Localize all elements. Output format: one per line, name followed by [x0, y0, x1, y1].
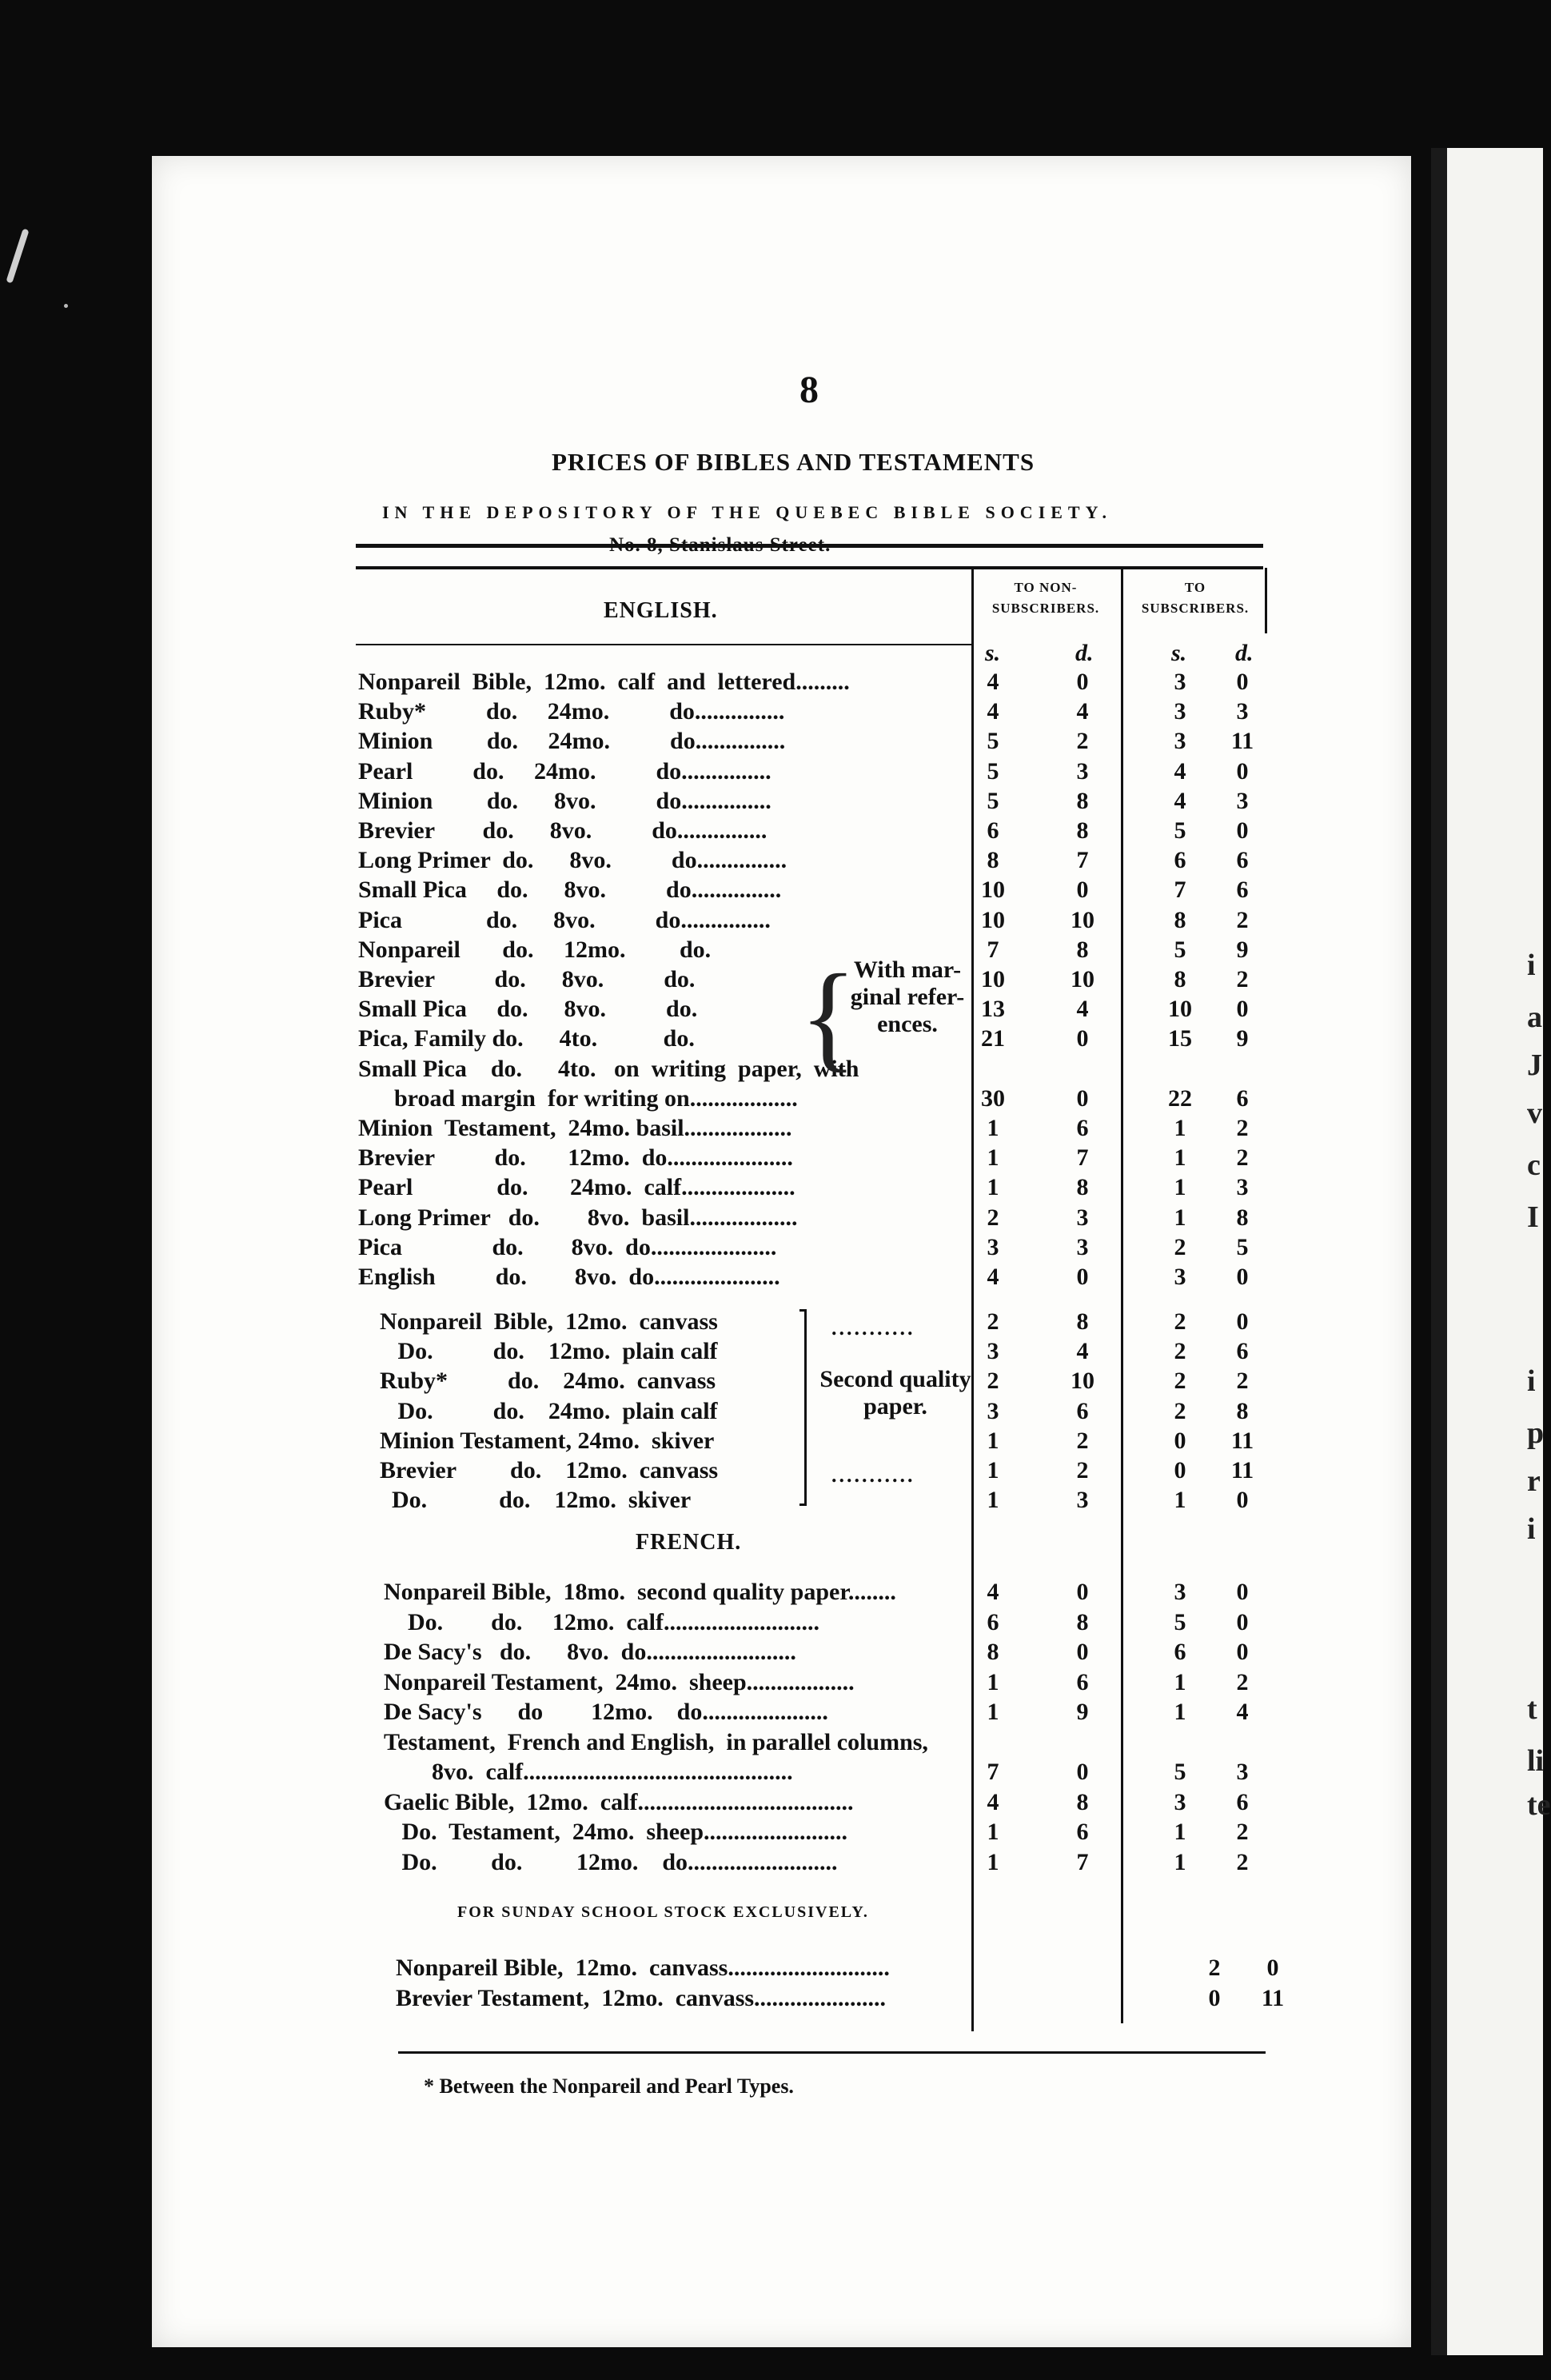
- table-row: [358, 847, 1271, 877]
- non-subscriber-shillings: 1: [987, 1487, 999, 1514]
- non-subscriber-shillings: 4: [987, 669, 999, 695]
- subscriber-shillings: 1: [1174, 1668, 1186, 1695]
- marginal-brace: {: [799, 950, 857, 1083]
- subscriber-pence: 6: [1236, 1338, 1249, 1365]
- non-subscriber-pence: 8: [1076, 817, 1089, 844]
- subscriber-shillings: 0: [1208, 1985, 1221, 2011]
- item-description: Do. do. 12mo. plain calf: [380, 1338, 718, 1365]
- non-subscriber-pence: 0: [1076, 877, 1089, 904]
- item-description: Pica do. 8vo. do.....................: [358, 1233, 777, 1260]
- non-subscriber-pence: 8: [1076, 1174, 1089, 1201]
- s-shillings-header: s.: [1171, 640, 1187, 666]
- table-row: [358, 728, 1271, 757]
- table-row: [384, 1639, 1271, 1668]
- item-description: Nonpareil Bible, 12mo. calf and lettered.........: [358, 669, 850, 695]
- subscriber-shillings: 1: [1174, 1487, 1186, 1514]
- subscriber-pence: 3: [1236, 1174, 1249, 1201]
- table-row: [384, 1669, 1271, 1699]
- subscriber-pence: 9: [1236, 1025, 1249, 1052]
- subscriber-pence: 6: [1236, 1084, 1249, 1112]
- subscriber-shillings: 1: [1174, 1115, 1186, 1141]
- table-row: [358, 907, 1271, 936]
- second-quality-bracket: [799, 1309, 807, 1506]
- subscriber-pence: 2: [1236, 966, 1249, 992]
- subscriber-shillings: 6: [1174, 847, 1186, 874]
- adjacent-text-fragment: te: [1527, 1788, 1551, 1822]
- item-description: Small Pica do. 8vo. do.: [358, 996, 698, 1023]
- non-subscriber-shillings: 4: [987, 1579, 999, 1605]
- non-subscriber-shillings: 8: [987, 847, 999, 874]
- marginal-reference-note: With mar- ginal refer- ences.: [850, 956, 965, 1037]
- adjacent-text-fragment: J: [1527, 1048, 1542, 1082]
- subscriber-shillings: 15: [1168, 1025, 1192, 1052]
- scratch-mark: [6, 228, 29, 283]
- table-row: [358, 788, 1271, 817]
- table-row: [358, 1174, 1271, 1204]
- non-subscriber-shillings: 3: [987, 1233, 999, 1260]
- page-number: 8: [799, 369, 819, 411]
- column-header-rule: [356, 644, 971, 645]
- subscriber-pence: 0: [1266, 1955, 1279, 1981]
- non-subscriber-pence: 0: [1076, 669, 1089, 695]
- non-subscriber-pence: 2: [1076, 1427, 1089, 1454]
- footnote-rule: [398, 2051, 1266, 2054]
- item-description: Testament, French and English, in parallel columns,: [384, 1728, 928, 1755]
- header-rule-thick: [356, 566, 1263, 569]
- subscriber-pence: 3: [1236, 698, 1249, 725]
- non-subscriber-shillings: 1: [987, 1457, 999, 1484]
- table-row: [358, 1204, 1271, 1234]
- subscriber-shillings: 5: [1174, 817, 1186, 844]
- non-subscriber-shillings: 5: [987, 757, 999, 785]
- adjacent-text-fragment: a: [1527, 1000, 1542, 1034]
- subscriber-pence: 2: [1236, 1144, 1249, 1172]
- s-pence-header: d.: [1235, 640, 1254, 666]
- non-subscriber-shillings: 6: [987, 1608, 999, 1635]
- subscriber-shillings: 3: [1174, 728, 1186, 755]
- subscriber-pence: 0: [1236, 1608, 1249, 1635]
- subscriber-pence: 2: [1236, 1848, 1249, 1875]
- page-title: PRICES OF BIBLES AND TESTAMENTS: [552, 448, 1035, 476]
- non-subscriber-shillings: 5: [987, 787, 999, 814]
- subscriber-shillings: 5: [1174, 936, 1186, 963]
- subscriber-shillings: 7: [1174, 877, 1186, 904]
- subscriber-shillings: 2: [1174, 1397, 1186, 1424]
- item-description: Pica do. 8vo. do...............: [358, 906, 771, 933]
- item-description: Small Pica do. 4to. on writing paper, with: [358, 1055, 859, 1082]
- table-row: [384, 1699, 1271, 1728]
- table-row: [396, 1985, 1285, 2015]
- table-row: [384, 1849, 1271, 1879]
- item-description: Minion do. 8vo. do...............: [358, 787, 772, 814]
- non-subscriber-pence: 3: [1076, 757, 1089, 785]
- non-subscriber-pence: 0: [1076, 1084, 1089, 1112]
- non-subscriber-pence: 6: [1076, 1668, 1089, 1695]
- subscriber-pence: 2: [1236, 1115, 1249, 1141]
- item-description: Ruby* do. 24mo. do...............: [358, 698, 785, 725]
- subscriber-shillings: 3: [1174, 698, 1186, 725]
- non-subscriber-shillings: 4: [987, 1788, 999, 1815]
- subscriber-pence: 6: [1236, 877, 1249, 904]
- non-subscriber-pence: 6: [1076, 1397, 1089, 1424]
- table-row: [384, 1729, 1271, 1759]
- subscriber-shillings: 4: [1174, 757, 1186, 785]
- table-row: [358, 877, 1271, 906]
- non-subscriber-pence: 0: [1076, 1025, 1089, 1052]
- second-quality-note: Second quality paper.: [819, 1366, 971, 1420]
- subscriber-pence: 8: [1236, 1204, 1249, 1231]
- subscriber-pence: 0: [1236, 1308, 1249, 1335]
- subscriber-pence: 0: [1236, 1639, 1249, 1665]
- subscriber-shillings: 0: [1174, 1427, 1186, 1454]
- non-subscriber-shillings: 1: [987, 1174, 999, 1201]
- item-description: Nonpareil Bible, 12mo. canvass: [380, 1308, 718, 1335]
- subscriber-shillings: 1: [1174, 1144, 1186, 1172]
- table-row: [358, 758, 1271, 788]
- adjacent-text-fragment: v: [1527, 1096, 1542, 1130]
- table-row: [380, 1487, 1271, 1516]
- non-subscriber-shillings: 10: [981, 877, 1005, 904]
- item-description: Nonpareil Testament, 24mo. sheep..................: [384, 1668, 855, 1695]
- item-description: 8vo. calf.............................................: [384, 1759, 793, 1785]
- subscriber-shillings: 2: [1174, 1338, 1186, 1365]
- non-subscriber-shillings: 3: [987, 1338, 999, 1365]
- table-row: [358, 817, 1271, 847]
- page-subtitle: IN THE DEPOSITORY OF THE QUEBEC BIBLE SOCIETY.: [382, 502, 1112, 522]
- non-subscriber-pence: 8: [1076, 787, 1089, 814]
- non-subscriber-pence: 3: [1076, 1233, 1089, 1260]
- item-description: Do. Testament, 24mo. sheep........................: [384, 1819, 848, 1845]
- english-heading: ENGLISH.: [604, 598, 718, 623]
- subscriber-shillings: 2: [1174, 1308, 1186, 1335]
- subscriber-pence: 0: [1236, 757, 1249, 785]
- table-row: [358, 698, 1271, 728]
- item-description: Long Primer do. 8vo. basil..................: [358, 1204, 798, 1231]
- non-subscriber-shillings: 4: [987, 698, 999, 725]
- subscriber-pence: 0: [1236, 1487, 1249, 1514]
- non-subscriber-shillings: 2: [987, 1368, 999, 1395]
- table-row: [380, 1338, 1271, 1368]
- subscriber-shillings: 5: [1174, 1608, 1186, 1635]
- table-row: [358, 669, 1271, 698]
- subscriber-pence: 0: [1236, 996, 1249, 1023]
- non-subscriber-pence: 6: [1076, 1115, 1089, 1141]
- non-subscriber-shillings: 21: [981, 1025, 1005, 1052]
- subscriber-pence: 11: [1230, 1427, 1254, 1454]
- item-description: Brevier do. 8vo. do...............: [358, 817, 768, 844]
- table-row: [380, 1428, 1271, 1457]
- header-rule: [356, 544, 1263, 548]
- adjacent-text-fragment: I: [1527, 1200, 1539, 1234]
- non-subscriber-pence: 8: [1076, 1608, 1089, 1635]
- ns-shillings-header: s.: [985, 640, 1001, 666]
- non-subscriber-pence: 7: [1076, 847, 1089, 874]
- subscriber-shillings: 22: [1168, 1084, 1192, 1112]
- subscriber-pence: 3: [1236, 787, 1249, 814]
- non-subscriber-shillings: 13: [981, 996, 1005, 1023]
- subscriber-shillings: 8: [1174, 906, 1186, 933]
- subscriber-shillings: 3: [1174, 669, 1186, 695]
- subscriber-shillings: 0: [1174, 1457, 1186, 1484]
- table-row: [384, 1759, 1271, 1788]
- subscriber-shillings: 6: [1174, 1639, 1186, 1665]
- item-description: Pearl do. 24mo. calf...................: [358, 1174, 795, 1201]
- non-subscriber-shillings: 10: [981, 966, 1005, 992]
- item-description: Brevier Testament, 12mo. canvass......................: [396, 1985, 887, 2011]
- non-subscriber-pence: 10: [1071, 906, 1094, 933]
- non-subscriber-shillings: 6: [987, 817, 999, 844]
- subscriber-pence: 2: [1236, 1668, 1249, 1695]
- table-row: [384, 1789, 1271, 1819]
- item-description: Minion do. 24mo. do...............: [358, 728, 786, 755]
- non-subscriber-pence: 7: [1076, 1144, 1089, 1172]
- subscriber-pence: 0: [1236, 1579, 1249, 1605]
- non-subscriber-shillings: 1: [987, 1427, 999, 1454]
- item-description: Long Primer do. 8vo. do...............: [358, 847, 787, 874]
- non-subscriber-shillings: 1: [987, 1848, 999, 1875]
- adjacent-text-fragment: p: [1527, 1416, 1545, 1450]
- subscriber-pence: 4: [1236, 1699, 1249, 1725]
- non-subscriber-shillings: 3: [987, 1397, 999, 1424]
- table-row: [384, 1819, 1271, 1848]
- subscriber-shillings: 1: [1174, 1819, 1186, 1845]
- subscriber-shillings: 2: [1174, 1233, 1186, 1260]
- subscriber-pence: 3: [1236, 1759, 1249, 1785]
- subscriber-pence: 8: [1236, 1397, 1249, 1424]
- table-row: [384, 1609, 1271, 1639]
- subscriber-pence: 9: [1236, 936, 1249, 963]
- item-description: Small Pica do. 8vo. do...............: [358, 877, 782, 904]
- non-subscriber-shillings: 1: [987, 1668, 999, 1695]
- adjacent-text-fragment: li: [1527, 1744, 1545, 1778]
- non-subscriber-shillings: 2: [987, 1308, 999, 1335]
- subscriber-shillings: 2: [1208, 1955, 1221, 1981]
- non-subscriber-pence: 8: [1076, 1308, 1089, 1335]
- non-subscriber-pence: 10: [1071, 1368, 1094, 1395]
- subscriber-pence: 5: [1236, 1233, 1249, 1260]
- table-row: [358, 1234, 1271, 1264]
- adjacent-text-fragment: t: [1527, 1692, 1537, 1726]
- subscriber-shillings: 3: [1174, 1264, 1186, 1290]
- subscriber-shillings: 10: [1168, 996, 1192, 1023]
- table-row: [358, 1085, 1271, 1115]
- subscriber-pence: 11: [1261, 1985, 1285, 2011]
- item-description: English do. 8vo. do.....................: [358, 1264, 780, 1290]
- subscriber-shillings: 3: [1174, 1788, 1186, 1815]
- table-row: [358, 1264, 1271, 1293]
- item-description: Brevier do. 12mo. canvass: [380, 1457, 719, 1484]
- non-subscriber-pence: 10: [1071, 966, 1094, 992]
- item-description: Pica, Family do. 4to. do.: [358, 1025, 695, 1052]
- non-subscriber-shillings: 7: [987, 1759, 999, 1785]
- subscriber-shillings: 5: [1174, 1759, 1186, 1785]
- non-subscriber-pence: 3: [1076, 1487, 1089, 1514]
- non-subscriber-shillings: 5: [987, 728, 999, 755]
- subscriber-pence: 0: [1236, 1264, 1249, 1290]
- item-description: De Sacy's do. 8vo. do.........................: [384, 1639, 796, 1665]
- non-subscriber-shillings: 10: [981, 906, 1005, 933]
- column-divider-3: [1265, 568, 1267, 633]
- non-subscriber-shillings: 1: [987, 1699, 999, 1725]
- item-description: Do. do. 24mo. plain calf: [380, 1397, 718, 1424]
- item-description: Nonpareil Bible, 12mo. canvass...........................: [396, 1955, 890, 1981]
- non-subscriber-pence: 6: [1076, 1819, 1089, 1845]
- subscriber-pence: 2: [1236, 1368, 1249, 1395]
- subscriber-shillings: 8: [1174, 966, 1186, 992]
- non-subscriber-pence: 0: [1076, 1579, 1089, 1605]
- item-description: Brevier do. 12mo. do.....................: [358, 1144, 793, 1172]
- non-subscriber-pence: 4: [1076, 1338, 1089, 1365]
- subscriber-pence: 11: [1230, 728, 1254, 755]
- adjacent-page: [1431, 148, 1543, 2355]
- non-subscriber-pence: 9: [1076, 1699, 1089, 1725]
- table-row: [380, 1457, 1271, 1487]
- subscribers-header: TO SUBSCRIBERS.: [1141, 580, 1250, 616]
- subscriber-shillings: 1: [1174, 1174, 1186, 1201]
- subscriber-pence: 2: [1236, 1819, 1249, 1845]
- second-quality-dots-top: ...........: [831, 1316, 915, 1340]
- non-subscriber-pence: 7: [1076, 1848, 1089, 1875]
- table-row: [358, 1144, 1271, 1174]
- non-subscriber-pence: 0: [1076, 1759, 1089, 1785]
- table-row: [384, 1579, 1271, 1608]
- item-description: broad margin for writing on..................: [358, 1084, 798, 1112]
- ns-pence-header: d.: [1075, 640, 1094, 666]
- item-description: Minion Testament, 24mo. basil..................: [358, 1115, 792, 1141]
- subscriber-pence: 0: [1236, 669, 1249, 695]
- item-description: De Sacy's do 12mo. do.....................: [384, 1699, 828, 1725]
- subscriber-shillings: 3: [1174, 1579, 1186, 1605]
- non-subscriber-pence: 3: [1076, 1204, 1089, 1231]
- non-subscriber-shillings: 7: [987, 936, 999, 963]
- non-subscriber-pence: 2: [1076, 1457, 1089, 1484]
- second-quality-dots-bottom: ...........: [831, 1464, 915, 1487]
- subscriber-shillings: 1: [1174, 1204, 1186, 1231]
- adjacent-text-fragment: r: [1527, 1464, 1541, 1498]
- non-subscriber-shillings: 1: [987, 1115, 999, 1141]
- non-subscriber-shillings: 4: [987, 1264, 999, 1290]
- subscriber-shillings: 4: [1174, 787, 1186, 814]
- item-description: Ruby* do. 24mo. canvass: [380, 1368, 716, 1395]
- item-description: Do. do. 12mo. skiver: [380, 1487, 692, 1514]
- non-subscriber-shillings: 1: [987, 1144, 999, 1172]
- sunday-school-heading: FOR SUNDAY SCHOOL STOCK EXCLUSIVELY.: [457, 1903, 869, 1921]
- subscriber-pence: 6: [1236, 847, 1249, 874]
- non-subscriber-pence: 2: [1076, 728, 1089, 755]
- non-subscriber-shillings: 2: [987, 1204, 999, 1231]
- item-description: Do. do. 12mo. do.........................: [384, 1848, 838, 1875]
- table-row: [380, 1308, 1271, 1338]
- non-subscriber-shillings: 8: [987, 1639, 999, 1665]
- non-subscriber-pence: 0: [1076, 1264, 1089, 1290]
- footnote: * Between the Nonpareil and Pearl Types.: [424, 2075, 794, 2098]
- item-description: Nonpareil do. 12mo. do.: [358, 936, 712, 963]
- item-description: Minion Testament, 24mo. skiver: [380, 1427, 715, 1454]
- non-subscriber-shillings: 30: [981, 1084, 1005, 1112]
- item-description: Do. do. 12mo. calf..........................: [384, 1608, 819, 1635]
- subscriber-pence: 11: [1230, 1457, 1254, 1484]
- adjacent-text-fragment: i: [1527, 1512, 1536, 1546]
- item-description: Brevier do. 8vo. do.: [358, 966, 696, 992]
- speck: [64, 304, 68, 308]
- table-row: [358, 1115, 1271, 1144]
- adjacent-text-fragment: i: [1527, 1364, 1536, 1398]
- item-description: Gaelic Bible, 12mo. calf....................................: [384, 1788, 854, 1815]
- non-subscriber-pence: 8: [1076, 1788, 1089, 1815]
- subscriber-pence: 2: [1236, 906, 1249, 933]
- non-subscriber-shillings: 1: [987, 1819, 999, 1845]
- non-subscriber-pence: 8: [1076, 936, 1089, 963]
- french-heading: FRENCH.: [636, 1530, 742, 1555]
- subscriber-pence: 0: [1236, 817, 1249, 844]
- table-row: [396, 1955, 1279, 1984]
- subscriber-pence: 6: [1236, 1788, 1249, 1815]
- subscriber-shillings: 1: [1174, 1699, 1186, 1725]
- adjacent-text-fragment: c: [1527, 1148, 1541, 1182]
- non-subscriber-pence: 0: [1076, 1639, 1089, 1665]
- subscriber-shillings: 1: [1174, 1848, 1186, 1875]
- item-description: Nonpareil Bible, 18mo. second quality paper........: [384, 1579, 896, 1605]
- non-subscriber-pence: 4: [1076, 698, 1089, 725]
- item-description: Pearl do. 24mo. do...............: [358, 757, 772, 785]
- adjacent-text-fragment: i: [1527, 948, 1536, 982]
- subscriber-shillings: 2: [1174, 1368, 1186, 1395]
- non-subscribers-header: TO NON- SUBSCRIBERS.: [991, 580, 1100, 616]
- non-subscriber-pence: 4: [1076, 996, 1089, 1023]
